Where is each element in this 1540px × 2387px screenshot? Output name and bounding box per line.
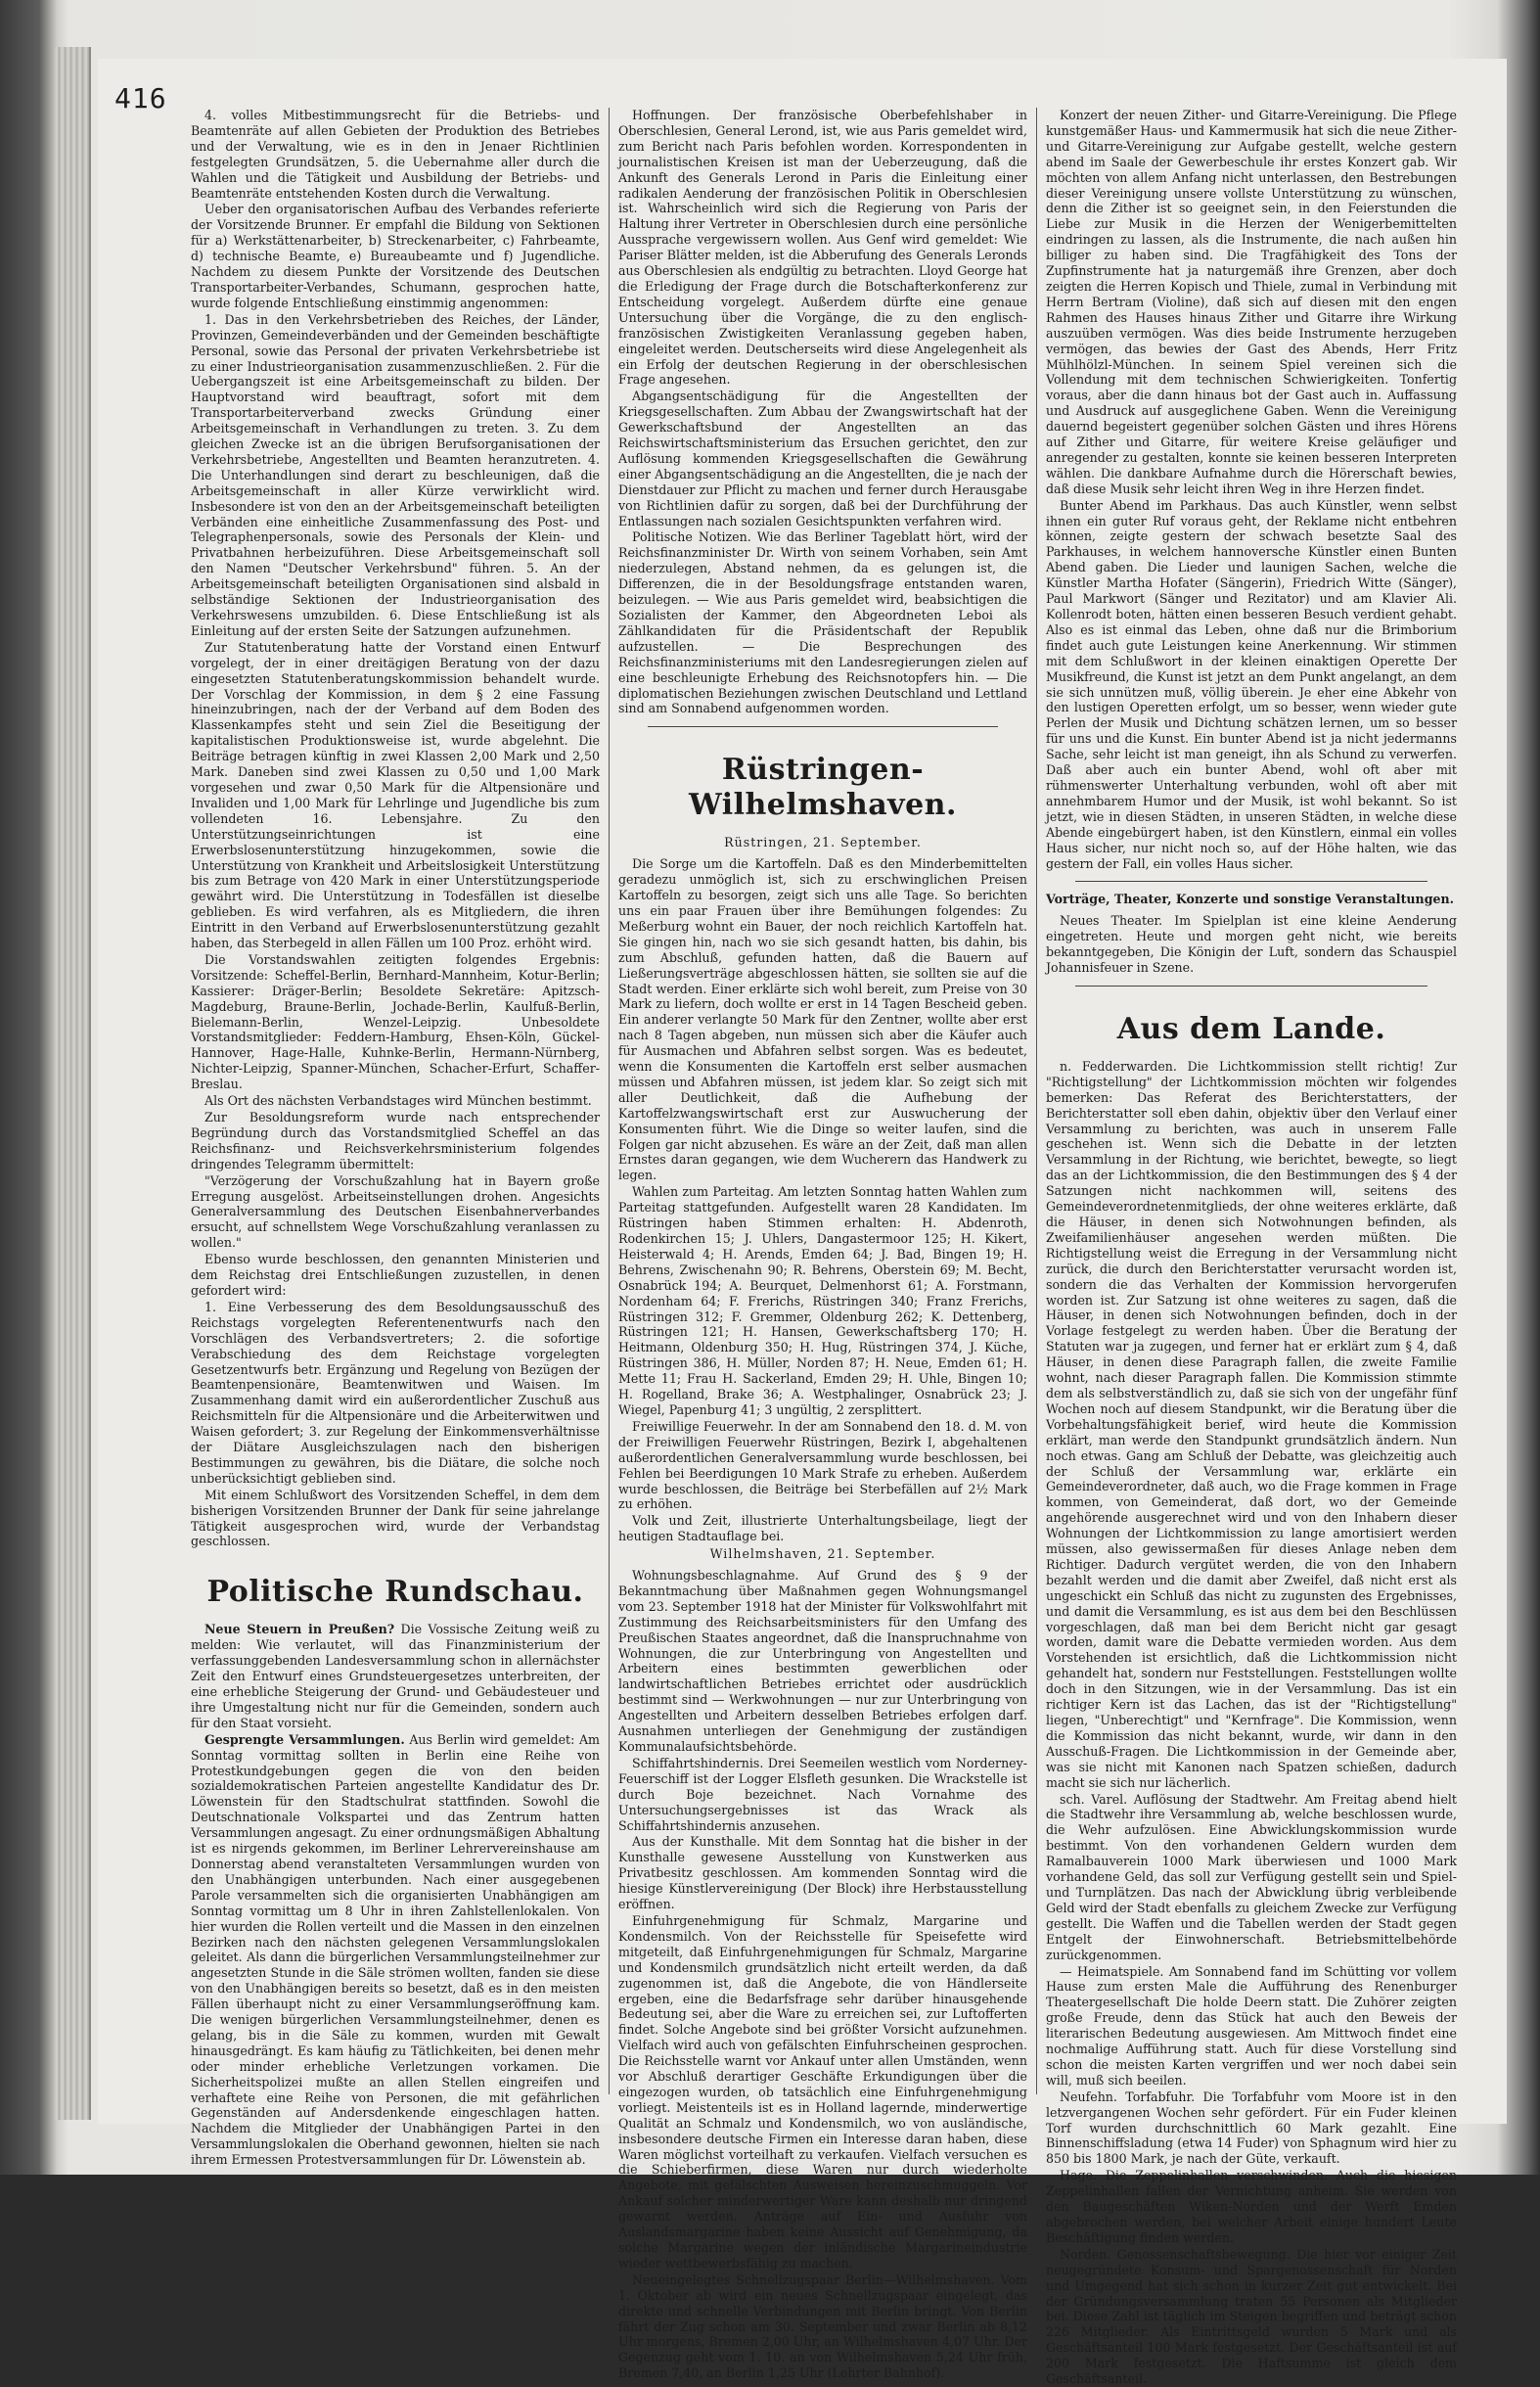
article-paragraph: Die Vossische Zeitung weiß zu melden: Wie verlautet, will das Finanzministerium der verfassunggebenden Landesversammlung schon in allernächster Zeit den Entwurf eines Grundsteuergesetzes unterbreiten, der eine erhebliche Steigerung der Grund- und Gebäudesteuer und ihre Umgestaltung nicht nur für die Gemeinden, sondern auch für den Staat vorsieht.: [191, 1622, 600, 1730]
article-paragraph: Aus der Kunsthalle. Mit dem Sonntag hat die bisher in der Kunsthalle gewesene Ausstellung von Kunstwerken aus Privatbesitz geschlossen. Am kommenden Sonntag wird die hiesige Künstlervereinigung (Der Block) ihre Herbstausstellung eröffnen.: [618, 1834, 1027, 1912]
article-paragraph: 4. volles Mitbestimmungsrecht für die Betriebs- und Beamtenräte auf allen Gebieten der Produktion des Betriebes und der Verwaltung, wie es in den in Jenaer Richtlinien festgelegten Grundsätzen, 5. die Uebernahme aller durch die Wahlen und die Tätigkeit und Ausbildung der Betriebs- und Beamtenräte entstehenden Kosten durch die Verwaltung.: [191, 108, 600, 201]
column-1: [191, 108, 600, 2168]
article-paragraph: Zur Statutenberatung hatte der Vorstand einen Entwurf vorgelegt, der in einer dreitägigen Beratung von der dazu eingesetzten Statutenberatungskommission behandelt wurde. Der Vorschlag der Kommission, in dem § 2 eine Fassung hineinzubringen, nach der der Verband auf dem Boden des Klassenkampfes steht und sein Ziel die Beseitigung der kapitalistischen Produktionsweise ist, wurde abgelehnt. Die Beiträge betragen künftig in zwei Klassen 2,00 Mark und 2,50 Mark. Daneben sind zwei Klassen zu 0,50 und 1,00 Mark vorgesehen und zwar 0,50 Mark für die Altpensionäre und Invaliden und 1,00 Mark für Lehrlinge und Jugendliche bis zum vollendeten 16. Lebensjahre. Zu den Unterstützungseinrichtungen ist eine Erwerbslosenunterstützung hinzugekommen, sowie die Unterstützung von Krankheit und Arbeitslosigkeit Unterstützung bis zum Betrage von 420 Mark in einer Unterstützungsperiode gewährt wird. Die Unterstützung in Todesfällen ist dieselbe geblieben. Es wird verfahren, als es Mitgliedern, die ihren Eintritt in den Verband auf Erwerbslosenunterstützung gezahlt haben, das Sterbegeld in allen Fällen um 100 Proz. erhöht wird.: [191, 639, 600, 951]
article-paragraph: Politische Notizen. Wie das Berliner Tageblatt hört, wird der Reichsfinanzminister Dr. Wirth von seinem Vorhaben, sein Amt niederzulegen, Abstand nehmen, da es gelungen ist, die Differenzen, die in der Besoldungsfrage entstanden waren, beizulegen. — Wie aus Paris gemeldet wird, beabsichtigen die Sozialisten der Kammer, den Abgeordneten Leboi als Zählkandidaten für die Präsidentschaft der Republik aufzustellen. — Die Besprechungen des Reichsfinanzministeriums mit den Landesregierungen zielen auf eine beschleunigte Erhebung des Reichsnotopfers hin. — Die diplomatischen Beziehungen zwischen Deutschland und Lettland sind am Sonnabend aufgenommen worden.: [618, 529, 1027, 716]
article-paragraph: Ueber den organisatorischen Aufbau des Verbandes referierte der Vorsitzende Brunner. Er empfahl die Bildung von Sektionen für a) Werkstättenarbeiter, b) Streckenarbeiter, c) Fahrbeamte, d) technische Beamte, e) Bureaubeamte und f) Jugendliche. Nachdem zu diesem Punkte der Vorsitzende des Deutschen Transportarbeiter-Verbandes, Schumann, gesprochen hatte, wurde folgende Entschließung einstimmig angenommen:: [191, 202, 600, 310]
article-paragraph: Die Vorstandswahlen zeitigten folgendes Ergebnis: Vorsitzende: Scheffel-Berlin, Bernhard-Mannheim, Kotur-Berlin; Kassierer: Dräger-Berlin; Besoldete Sekretäre: Apitzsch-Magdeburg, Braune-Berlin, Jochade-Berlin, Kaulfuß-Berlin, Bielemann-Berlin, Wenzel-Leipzig. Unbesoldete Vorstandsmitglieder: Feddern-Hamburg, Ehsen-Köln, Gückel-Hannover, Hage-Halle, Kuhnke-Berlin, Hermann-Nürnberg, Nichter-Leipzig, Spanner-München, Schacher-Erfurt, Schaffer-Breslau.: [191, 951, 600, 1092]
dateline: Rüstringen, 21. September.: [724, 835, 922, 850]
article-paragraph: Ebenso wurde beschlossen, den genannten Ministerien und dem Reichstag drei Entschließungen zuzustellen, in denen gefordert wird:: [191, 1252, 600, 1298]
column-3: [1046, 108, 1457, 2387]
item-title: Gesprengte Versammlungen.: [204, 1731, 405, 1747]
column-2: [618, 108, 1027, 2381]
article-paragraph: Neueingelegtes Schnellzugspaar Berlin—Wilhelmshaven. Vom 1. Oktober ab wird ein neues Schnellzugspaar eingelegt, das direkte und schnelle Verbindungen mit Berlin bringt. Von Berlin fährt der Zug schon am 30. September und zwar Berlin ab 8,12 Uhr morgens, Bremen 2,00 Uhr, an Wilhelmshaven 4,07 Uhr. Der Gegenzug geht vom 1. 10. an von Wilhelmshaven 5,24 Uhr früh, Bremen 7,40, an Berlin 1,25 Uhr (Lehrter Bahnhof).: [618, 2272, 1027, 2381]
article-paragraph: Hage. Die Zeppelinhallen verschwinden. Auch die hiesigen Zeppelinhallen fallen der Vernichtung anheim. Sie werden von den Baugeschäften Wiken-Norden und der Werft Emden abgebrochen werden, bei welcher Arbeit einige hundert Leute Beschäftigung finden werden.: [1046, 2168, 1457, 2245]
article-paragraph: Abgangsentschädigung für die Angestellten der Kriegsgesellschaften. Zum Abbau der Zwangswirtschaft hat der Gewerkschaftsbund der Angestellten an das Reichswirtschaftsministerium das Ersuchen gerichtet, den zur Auflösung kommenden Kriegsgesellschaften die Gewährung einer Abgangsentschädigung an die Angestellten, die je nach der Dienstdauer zur Pflicht zu machen und ferner durch Herausgabe von Richtlinien dafür zu sorgen, daß bei der Durchführung der Entlassungen nach sozialen Gesichtspunkten verfahren wird.: [618, 389, 1027, 528]
article-paragraph: Konzert der neuen Zither- und Gitarre-Vereinigung. Die Pflege kunstgemäßer Haus- und Kammermusik hat sich die neue Zither- und Gitarre-Vereinigung zur Aufgabe gestellt, welche gestern abend im Saale der Gewerbeschule ihr erstes Konzert gab. Wir möchten von allem Anfang nicht unterlassen, den Bestrebungen dieser Vereinigung unsere vollste Unterstützung zu wünschen, denn die Zither ist so geeignet sein, in den Feierstunden die Liebe zur Musik in die Herzen der Wenigerbemittelten eindringen zu lassen, als die Instrumente, die nach außen hin billiger zu haben sind. Die Tragfähigkeit des Tons der Zupfinstrumente hat ja naturgemäß ihre Grenzen, aber doch zeigten die Herren Kopisch und Thiele, zumal in Verbindung mit Herrn Bertram (Violine), daß sich auf diesen mit den engen Rahmen des Hauses hinaus Zither und Gitarre ihre Wirkung auszuüben vermögen. Was dies beide Instrumente herzugeben vermögen, das bewies der Gast des Abends, Herr Fritz Mühlhölzl-München. In seinem Spiel vereinen sich die Vollendung mit dem technischen Schwierigkeiten. Tonfertig voraus, aber die dann hinaus bot der Gast auch in. Auffassung und Ausdruck auf ausgeglichene Gaben. Wenn die Vereinigung dauernd begeistert gegenüber solchen Gästen und ihres Hörens auf Zither und Gitarre, für weitere Kreise geläufiger und anregender zu gestalten, konnte sie keinen besseren Interpreten wählen. Die dankbare Aufnahme durch die Hörerschaft bewies, daß diese Musik sehr leicht ihren Weg in ihre Herzen findet.: [1046, 108, 1457, 496]
book-binding: [54, 47, 91, 2120]
item-title: Neue Steuern in Preußen?: [204, 1622, 395, 1637]
article-paragraph: Bunter Abend im Parkhaus. Das auch Künstler, wenn selbst ihnen ein guter Ruf voraus geht, der Reklame nicht entbehren können, zeigte gestern der schwach besetzte Saal des Parkhauses, in welchem hannoversche Künstler einen Bunten Abend gaben. Die Lieder und launigen Sachen, welche die Künstler Martha Hofater (Sängerin), Friedrich Witte (Sänger), Paul Markwort (Sänger und Rezitator) und am Klavier Ali. Kollenrodt boten, hätten einen besseren Besuch verdient gehabt. Also es ist einmal das Leben, ohne daß nur die Brimborium findet auch gute Leistungen keine Anerkennung. Wir stimmen mit dem Schlußwort in der kleinen einaktigen Operette Der Musikfreund, die Kunst ist jetzt an dem Punkt angelangt, an dem sie sich unnützen muß, völlig überein. Je eher eine Abkehr von den lustigen Operetten erfolgt, um so besser, wenn wieder gute Perlen der Musik und Dichtung schätzen lernen, um so besser für uns und die Kunst. Ein bunter Abend ist ja nicht jedermanns Sache, sehr leicht ist man geneigt, ihn als Schund zu verwerfen. Daß aber auch ein bunter Abend, wohl oft aber mit rühmenswerter Unterhaltung verbunden, wohl oft aber mit annehmbarem Humor und der Musik, ist wohl bekannt. So ist jetzt, wie in diesen Städten, in unseren Städten, in welche diese Abende eingebürgert haben, ist den Künstlern, einmal ein volles Haus sicher, nur nicht noch so, auf der Höhe halten, wie das gestern der Fall, ein volles Haus sicher.: [1046, 497, 1457, 871]
article-paragraph: "Verzögerung der Vorschußzahlung hat in Bayern große Erregung ausgelöst. Arbeitseinstellungen drohen. Angesichts Generalversammlung des Deutschen Eisenbahnerverbandes ersucht, auf schnellstem Wege Vorschußzahlung veranlassen zu wollen.": [191, 1172, 600, 1251]
section-heading: Aus dem Lande.: [1116, 1011, 1386, 1046]
section-heading: Politische Rundschau.: [206, 1575, 584, 1610]
separator-rule: [1075, 881, 1427, 882]
column-rule-1: [609, 108, 610, 2094]
page-number: 416: [114, 82, 167, 115]
article-paragraph: Volk und Zeit, illustrierte Unterhaltungsbeilage, liegt der heutigen Stadtauflage bei.: [618, 1513, 1027, 1544]
article-paragraph: n. Fedderwarden. Die Lichtkommission stellt richtig! Zur "Richtigstellung" der Lichtkommission möchten wir folgendes bemerken: Das Referat des Berichterstatters, der Berichterstatter soll eben dahin, objektiv über den Verlauf einer Versammlung zu berichten, was auch in unserem Falle geschehen ist. Wenn sich die Debatte in der letzten Versammlung in der Richtung, wie berichtet, bewegte, so liegt das an der Lichtkommission, die den Bestimmungen des § 4 der Satzungen nicht nachkommen will, seitens des Gemeindeverordnetenmitglieds, der ohne weiteres erklärte, daß die Häuser, in denen sich Notwohnungen befinden, als Zweifamilienhäuser angesehen werden müßten. Die Richtigstellung weist die Erregung in der Versammlung nicht zurück, die durch den Berichterstatter verursacht worden ist, sondern die das Verhalten der Kommission hervorgerufen worden ist. Zur Satzung ist ohne weiteres zu sagen, daß die Häuser, in denen sich Notwohnungen befinden, doch in der Vorlage festgelegt zu werden haben. Über die Beratung der Statuten war ja zugegen, und ferner hat er erklärt zum § 4, daß Häuser, in denen diese Paragraph fallen, die zweite Familie wohnt, nach dieser Paragraph fallen. Die Kommission stimmte dem als selbstverständlich zu, daß sie sich von der ungefähr fünf Wochen noch auf diesem Standpunkt, wir die Beratung über die Vorbehaltungsfähigkeit berief, wird heute die Kommission erklärt, man werde den Standpunkt grundsätzlich ändern. Nun noch etwas. Gang am Schluß der Debatte, was gleichzeitig auch der Schluß der Versammlung war, erklärte ein Gemeindeverordneter, daß auch, wo die Frage kommen in Frage kommen, von Gemeinderat, daß dort, wo der Gemeinde angehörende ausgerechnet wird und von den Inhabern dieser Wohnungen der Lichtkommission zu lange amortisiert werden müssen, also gewissermaßen für dieses Anlage neben dem Richtiger. Dadurch vergütet werden, die von den Inhabern bezahlt werden und die damit aber Zweifel, daß nicht erst als ungeschickt ein Schluß das nicht zu zugunsten des Ergebnisses, und damit die Versammlung, es ist aus dem bei den Beschlüssen vorgeschlagen, daß man bei dem Bericht nicht gar gesagt worden, damit ware die Debatte vermieden worden. Aus dem Vorstehenden ist ersichtlich, daß die Lichtkommission nicht gehandelt hat, sondern nur Feststellungen. Feststellungen wollte doch in den Sitzungen, wie in der Versammlung. Das ist ein richtiger Kern ist das Lachen, das ist der "Richtigstellung" liegen, "Unberechtigt" und "Kernfrage". Die Kommission, wenn die Kommission das nicht bekannt, wurde, wir dann in den Ausschuß-Fragen. Die Lichtkommission in der Gemeinde aber, was sie nicht mit Kanonen nach Spatzen schießen, dadurch macht sie sich nur lächerlich.: [1046, 1058, 1457, 1790]
article-paragraph: Neufehn. Torfabfuhr. Die Torfabfuhr vom Moore ist in den letzvergangenen Wochen sehr gefördert. Für ein Fuder kleinen Torf wurden durchschnittlich 60 Mark gezahlt. Eine Binnenschiffsladung (etwa 14 Fuder) von Sphagnum wird hier zu 850 bis 1800 Mark, je nach der Güte, verkauft.: [1046, 2089, 1457, 2167]
article-paragraph: Wahlen zum Parteitag. Am letzten Sonntag hatten Wahlen zum Parteitag stattgefunden. Aufgestellt waren 28 Kandidaten. Im Rüstringen haben Stimmen erhalten: H. Abdenroth, Rodenkirchen 15; J. Uhlers, Dangastermoor 125; H. Kikert, Heisterwald 4; H. Arends, Emden 64; J. Bad, Bingen 19; H. Behrens, Zwischenahn 90; R. Behrens, Oberstein 69; M. Becht, Osnabrück 194; A. Beurquet, Delmenhorst 61; A. Forstmann, Nordenham 64; F. Frerichs, Rüstringen 340; Franz Frerichs, Rüstringen 312; F. Gremmer, Oldenburg 262; K. Dettenberg, Rüstringen 121; H. Hansen, Gewerkschaftsberg 170; H. Heitmann, Oldenburg 350; H. Hug, Rüstringen 374, J. Küche, Rüstringen 386, H. Müller, Norden 87; H. Neue, Emden 61; H. Mette 11; Frau H. Sackerland, Emden 29; H. Uhle, Bingen 10; H. Rogelland, Brake 36; A. Westphalinger, Osnabrück 23; J. Wiegel, Papenburg 41; 3 ungültig, 2 zersplittert.: [618, 1184, 1027, 1417]
article-paragraph: Einfuhrgenehmigung für Schmalz, Margarine und Kondensmilch. Von der Reichsstelle für Speisefette wird mitgeteilt, daß Einfuhrgenehmigungen für Schmalz, Margarine und Kondensmilch grundsätzlich nicht erteilt werden, da daß zugenommen ist, daß die Angebote, die von Händlerseite ergeben, eine die Bedarfsfrage sehr darüber hinausgehende Bedeutung sei, aber die Ware zu erreichen sei, zur Luftofferten findet. Solche Angebote sind bei größter Vorsicht aufzunehmen. Vielfach wird auch von gefälschten Einfuhrscheinen gesprochen. Die Reichsstelle warnt vor Ankauf unter allen Umständen, wenn vor Abschluß derartiger Geschäfte Erkundigungen über die eingezogen wurden, ob tatsächlich eine Einfuhrgenehmigung vorliegt. Meistenteils ist es in Holland lagernde, minderwertige Qualität an Schmalz und Kondensmilch, wo von ausländische, insbesondere deutsche Firmen ein Interesse daran haben, diese Waren möglichst vorteilhaft zu verkaufen. Vielfach versuchen es die Schieberfirmen, diese Waren nur durch wiederholte Angebote, mit gefälschten Ausweisen hereinzuschmuggeln. Vor Ankauf solcher minderwertiger Ware kann deshalb nur dringend gewarnt werden. Anträge auf Ein- und Ausfuhr von Auslandsmargarine haben keine Aussicht auf Genehmigung, da solche Margarine wegen der inländische Margarineindustrie wieder wettbewerbsfähig zu machen.: [618, 1912, 1027, 2271]
article-paragraph: Als Ort des nächsten Verbandstages wird München bestimmt.: [204, 1093, 592, 1109]
article-paragraph: Die Sorge um die Kartoffeln. Daß es den Minderbemittelten geradezu unmöglich ist, sich zu erschwinglichen Preisen Kartoffeln zu besorgen, zeigt sich uns alle Tage. So berichten uns ein paar Frauen über ihre Bemühungen folgendes: Zu Meßerburg wohnt ein Bauer, der noch reichlich Kartoffeln hat. Sie gingen hin, nach wo sie sich gesandt hatten, bis dahin, bis zum Abschluß, gefunden hatten, daß die Bauern auf Ließerungsverträge abgeschlossen hätten, sie sollten sie auf die Stadt werden. Einer erklärte sich wohl bereit, zum Preise von 30 Mark zu liefern, doch wollte er erst in 14 Tagen Bescheid geben. Ein anderer verlangte 50 Mark für den Zentner, wollte aber erst nach 8 Tagen abgeben, nun müssen sich aber die Käufer auch für Ausmachen und Abfahren selbst sorgen. Was es bedeutet, wenn die Konsumenten die Kartoffeln erst selber ausmachen müssen und Abfahren müssen, ist jedem klar. So zeigt sich mit aller Deutlichkeit, daß die Aufhebung der Kartoffelzwangswirtschaft erst zur Auswucherung der Konsumenten führt. Wie die Dinge so weiter laufen, sind die Folgen gar nicht abzusehen. Es wäre an der Zeit, daß man allen Ernstes daran gegangen, wie dem Wucherern das Handwerk zu legen.: [618, 856, 1027, 1183]
article-paragraph: Norden. Genossenschaftsbewegung. Die hier vor einiger Zeit neugegründete Konsum- und Spargenossenschaft für Norden und Umgegend hat sich schon in kurzer Zeit gut entwickelt. Bei der Gründungsversammlung traten 55 Personen als Mitglieder bei. Diese Zahl ist täglich im Steigen begriffen und beträgt schon 226 Mitglieder. Als Eintrittsgeld wurden 5 Mark und als Geschäftsanteil 100 Mark festgesetzt. Der Geschäftsanteil ist auf 200 Mark festgesetzt. Die Haftsumme ist gleich dem Geschäftsanteil.: [1046, 2246, 1457, 2387]
separator-rule: [648, 726, 998, 727]
article-paragraph: Neues Theater. Im Spielplan ist eine kleine Aenderung eingetreten. Heute und morgen geht nicht, wie bereits bekanntgegeben, Die Königin der Luft, sondern das Schauspiel Johannisfeuer in Szene.: [1046, 913, 1457, 976]
article-paragraph: Schiffahrtshindernis. Drei Seemeilen westlich vom Norderney-Feuerschiff ist der Logger Elsfleth gesunken. Die Wrackstelle ist durch Boje bezeichnet. Nach Vornahme des Untersuchungsergebnisses ist das Wrack als Schiffahrtshindernis anzusehen.: [618, 1755, 1027, 1833]
article-paragraph: Hoffnungen. Der französische Oberbefehlshaber in Oberschlesien, General Lerond, ist, wie aus Paris gemeldet wird, zum Bericht nach Paris befohlen worden. Korrespondenten in journalistischen Kreisen ist man der Ueberzeugung, daß die Ankunft des Generals Lerond in Paris die Einleitung einer radikalen Aenderung der französischen Politik in Oberschlesien ist. Wahrscheinlich wird sich die Regierung von Paris der Haltung ihrer Vertreter in Oberschlesien durch eine persönliche Aussprache vergewissern wollen. Aus Genf wird gemeldet: Wie Pariser Blätter melden, ist die Abberufung des Generals Leronds aus Oberschlesien als endgültig zu betrachten. Lloyd George hat die Erledigung der Frage durch die Botschafterkonferenz zur Entscheidung vorgelegt. Außerdem dürfte eine genaue Untersuchung über die Vorgänge, die zu den englisch-französischen Zwistigkeiten Veranlassung gegeben haben, eingeleitet werden. Deutscherseits wird diese Angelegenheit als ein Erfolg der deutschen Regierung in der oberschlesischen Frage angesehen.: [618, 108, 1027, 388]
section-heading: Rüstringen-Wilhelmshaven.: [689, 753, 957, 823]
article-paragraph: Freiwillige Feuerwehr. In der am Sonnabend den 18. d. M. von der Freiwilligen Feuerwehr Rüstringen, Bezirk I, abgehaltenen außerordentlichen Generalversammlung wurde beschlossen, bei Fehlen bei Beerdigungen 10 Mark Strafe zu erheben. Außerdem wurde beschlossen, die Beiträge bei Sterbefällen auf 2½ Mark zu erhöhen.: [618, 1418, 1027, 1512]
column-rule-2: [1036, 108, 1037, 2094]
separator-rule: [1075, 986, 1427, 987]
article-paragraph: sch. Varel. Auflösung der Stadtwehr. Am Freitag abend hielt die Stadtwehr ihre Versammlung ab, welche beschlossen wurde, die Wehr aufzulösen. Eine Abwicklungskommission wurde bestimmt. Von den vorhandenen Geldern wurden dem Ramalbauverein 1000 Mark überwiesen und 1000 Mark vorhandene Geld, das soll zur Verfügung gestellt sein und Spiel- und Turnplätzen. Das nach der Abwicklung übrig verbleibende Geld wird der Stadt ebenfalls zu gleichem Zwecke zur Verfügung gestellt. Die Waffen und die Tabellen werden der Stadt gegen Entgelt der Einwohnerschaft. Betriebsmittelbehörde zurückgenommen.: [1046, 1791, 1457, 1962]
article-paragraph: Zur Besoldungsreform wurde nach entsprechender Begründung durch das Vorstandsmitglied Scheffel an das Reichsfinanz- und Reichsverkehrsministerium folgendes dringendes Telegramm übermittelt:: [191, 1110, 600, 1171]
article-paragraph: — Heimatspiele. Am Sonnabend fand im Schütting vor vollem Hause zum ersten Male die Aufführung des Renenburger Theatergesellschaft Die holde Deern statt. Die Zuhörer zeigten große Freude, denn das Stück hat auch den Beweis der literarischen Bedeutung ausgewiesen. Am Mittwoch findet eine nochmalige Aufführung statt. Auch für diese Vorstellung sind schon die meisten Karten vergriffen und wer noch dabei sein will, muß sich beeilen.: [1046, 1963, 1457, 2088]
dateline: Wilhelmshaven, 21. September.: [709, 1546, 936, 1562]
article-paragraph: 1. Eine Verbesserung des dem Besoldungsausschuß des Reichstags vorgelegten Referentenentwurfs nach den Vorschlägen des Verbandsvertreters; 2. die sofortige Verabschiedung des dem Reichstage vorgelegten Gesetzentwurfs betr. Ergänzung und Regelung von Bezügen der Beamtenpensionäre, Beamtenwitwen und Waisen. Im Zusammenhang damit wird ein außerordentlicher Zuschuß aus Reichsmitteln für die Altpensionäre und die Arbeiterwitwen und Waisen gefordert; 3. zur Regelung der Einkommensverhältnisse der Diätare Ausgleichszulagen nach den bisherigen Bestimmungen zu gewähren, bis die Diätare, die solche noch unberücksichtigt geblieben sind.: [191, 1299, 600, 1486]
subsection-heading: Vorträge, Theater, Konzerte und sonstige Veranstaltungen.: [1046, 892, 1455, 907]
article-paragraph: Wohnungsbeschlagnahme. Auf Grund des § 9 der Bekanntmachung über Maßnahmen gegen Wohnungsmangel vom 23. September 1918 hat der Minister für Volkswohlfahrt mit Zustimmung des Reichsarbeitsministers für den Umfang des Preußischen Staates angeordnet, daß die Inanspruchnahme von Wohnungen, die zur Unterbringung von Angestellten und Arbeitern eines bestimmten gewerblichen oder landwirtschaftlichen Betriebes errichtet oder ausdrücklich bestimmt sind — Werkwohnungen — nur zur Unterbringung von Angestellten und Arbeitern desselben Betriebes erfolgen darf. Ausnahmen unterliegen der Genehmigung der zuständigen Kommunalaufsichtsbehörde.: [618, 1568, 1027, 1754]
article-paragraph: Mit einem Schlußwort des Vorsitzenden Scheffel, in dem dem bisherigen Vorsitzenden Brunner der Dank für seine jahrelange Tätigkeit ausgesprochen wird, wurde der Verbandstag geschlossen.: [191, 1487, 600, 1549]
article-paragraph: 1. Das in den Verkehrsbetrieben des Reiches, der Länder, Provinzen, Gemeindeverbänden und der Gemeinden beschäftigte Personal, sowie das Personal der privaten Verkehrsbetriebe ist zu einer Industrieorganisation zusammenzuschließen. 2. Für die Uebergangszeit ist eine Arbeitsgemeinschaft zu bilden. Der Hauptvorstand wird beauftragt, sofort mit dem Transportarbeiterverband zwecks Gründung einer Arbeitsgemeinschaft in Verhandlungen zu treten. 3. Zu dem gleichen Zwecke ist an die übrigen Berufsorganisationen der Verkehrsbetriebe, Angestellten und Beamten heranzutreten. 4. Die Unterhandlungen sind derart zu beschleunigen, daß die Arbeitsgemeinschaft in aller Kürze verwirklicht wird. Insbesondere ist von den an der Arbeitsgemeinschaft beteiligten Verbänden eine einheitliche Zusammenfassung des Post- und Telegraphenpersonals, sowie des Personals der Klein- und Privatbahnen herbeizuführen. Diese Arbeitsgemeinschaft soll den Namen "Deutscher Verkehrsbund" führen. 5. An der Arbeitsgemeinschaft beteiligten Organisationen sind alsbald in selbständige Sektionen der Industrieorganisation des Verkehrswesens umzubilden. 6. Diese Entschließung ist als Einleitung auf der ersten Seite der Satzungen aufzunehmen.: [191, 311, 600, 638]
article-paragraph: Aus Berlin wird gemeldet: Am Sonntag vormittag sollten in Berlin eine Reihe von Protestkundgebungen gegen die von den beiden sozialdemokratischen Parteien angestellte Kandidatur des Dr. Löwenstein für den Stadtschulrat stattfinden. Sowohl die Deutschnationale Volkspartei und das Zentrum hatten Versammlungen angesagt. Zu einer ordnungsmäßigen Abhaltung ist es nirgends gekommen, im Berliner Lehrervereinshause am Donnerstag abend veranstalteten Versammlungen wurden von den Unabhängigen unterbunden. Nach einer ausgegebenen Parole versammelten sich die organisierten Unabhängigen am Sonntag vormittag um 8 Uhr in ihren Zahlstellenlokalen. Von hier wurden die Rollen verteilt und die Massen in den einzelnen Bezirken nach den nächsten gelegenen Versammlungslokalen geleitet. Als dann die bürgerlichen Versammlungsteilnehmer zur angesetzten Stunde in die Säle strömen wollten, fanden sie diese von den Unabhängigen bereits so besetzt, daß es in den meisten Fällen überhaupt nicht zu einer Versammlungseröffnung kam. Die wenigen bürgerlichen Versammlungsteilnehmer, denen es gelang, bis in die Säle zu kommen, wurden mit Gewalt hinausgedrängt. Es kam häufig zu Tätlichkeiten, bei denen mehr oder minder erhebliche Verletzungen vorkamen. Die Sicherheitspolizei mußte an allen Stellen eingreifen und verhaftete eine Reihe von Personen, die mit gefährlichen Gegenständen auf Andersdenkende eingeschlagen hatten. Nachdem die Mitglieder der Unabhängigen Partei in den Versammlungslokalen die Oberhand gewonnen, hielten sie nach ihrem Ermessen Protestversammlungen für Dr. Löwenstein ab.: [191, 1731, 600, 2168]
